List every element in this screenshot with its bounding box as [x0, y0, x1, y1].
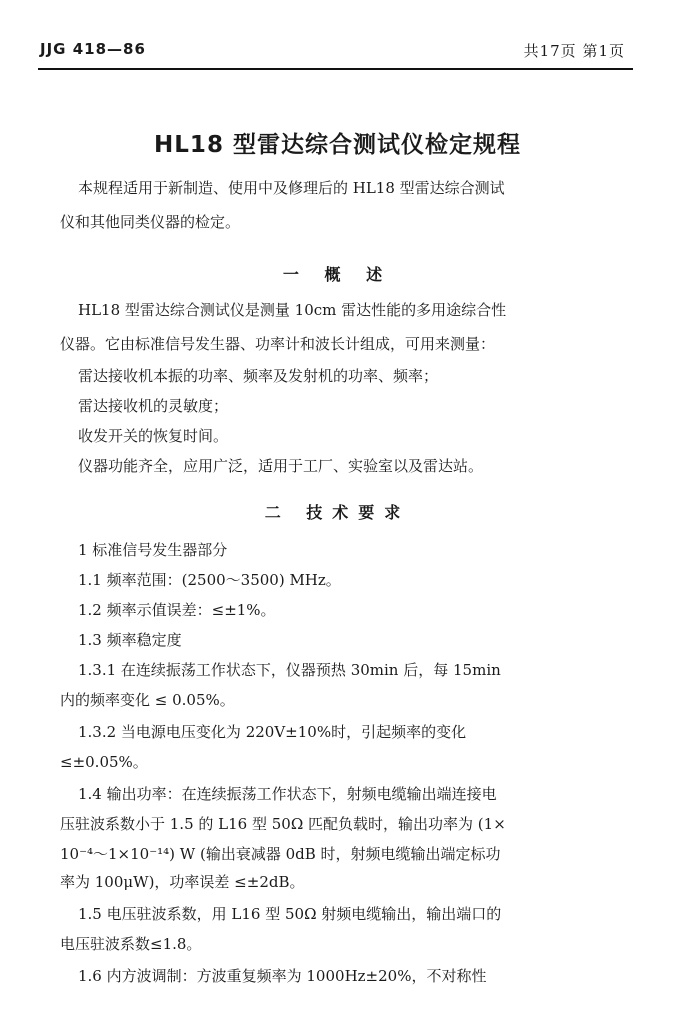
- section-heading-technical-requirements: 二 技术要求: [264, 503, 411, 522]
- header-rule: [38, 68, 633, 70]
- requirement-line: 10⁻⁴～1×10⁻¹⁴) W (输出衰减器 0dB 时，射频电缆输出端定标功: [60, 845, 501, 863]
- intro-line-2: 仪和其他同类仪器的检定。: [60, 213, 241, 231]
- requirement-line: 电压驻波系数≤1.8。: [60, 935, 202, 953]
- requirement-line: 1.3 频率稳定度: [78, 631, 182, 649]
- requirement-line: 率为 100μW)，功率误差 ≤±2dB。: [60, 873, 305, 891]
- requirement-line: 压驻波系数小于 1.5 的 L16 型 50Ω 匹配负载时，输出功率为 (1×: [60, 815, 506, 833]
- requirement-line: 内的频率变化 ≤ 0.05%。: [60, 691, 235, 709]
- requirement-line: 1.2 频率示值误差：≤±1%。: [78, 601, 276, 619]
- requirement-line: 1.3.2 当电源电压变化为 220V±10%时，引起频率的变化: [78, 723, 467, 741]
- document-title: HL18 型雷达综合测试仪检定规程: [154, 132, 521, 158]
- overview-line: 雷达接收机的灵敏度；: [78, 397, 229, 415]
- requirement-line: 1.6 内方波调制：方波重复频率为 1000Hz±20%，不对称性: [78, 967, 487, 985]
- requirement-line: 1.4 输出功率：在连续振荡工作状态下，射频电缆输出端连接电: [78, 785, 497, 803]
- section-heading-overview: 一 概 述: [282, 265, 393, 284]
- overview-line: 收发开关的恢复时间。: [78, 427, 229, 445]
- intro-line-1: 本规程适用于新制造、使用中及修理后的 HL18 型雷达综合测试: [78, 179, 505, 197]
- requirement-line: 1.5 电压驻波系数，用 L16 型 50Ω 射频电缆输出，输出端口的: [78, 905, 502, 923]
- requirement-line: ≤±0.05%。: [60, 753, 148, 771]
- overview-line: HL18 型雷达综合测试仪是测量 10cm 雷达性能的多用途综合性: [78, 301, 507, 319]
- requirement-line: 1.3.1 在连续振荡工作状态下，仪器预热 30min 后，每 15min: [78, 661, 501, 679]
- requirement-line: 1.1 频率范围：(2500～3500) MHz。: [78, 571, 341, 589]
- document-code: JJG 418—86: [40, 40, 146, 58]
- overview-line: 雷达接收机本振的功率、频率及发射机的功率、频率；: [78, 367, 439, 385]
- overview-line: 仪器。它由标准信号发生器、功率计和波长计组成，可用来测量：: [60, 335, 496, 353]
- page-info: 共17页 第1页: [523, 42, 625, 60]
- overview-line: 仪器功能齐全，应用广泛，适用于工厂、实验室以及雷达站。: [78, 457, 484, 475]
- requirement-line: 1 标准信号发生器部分: [78, 541, 228, 559]
